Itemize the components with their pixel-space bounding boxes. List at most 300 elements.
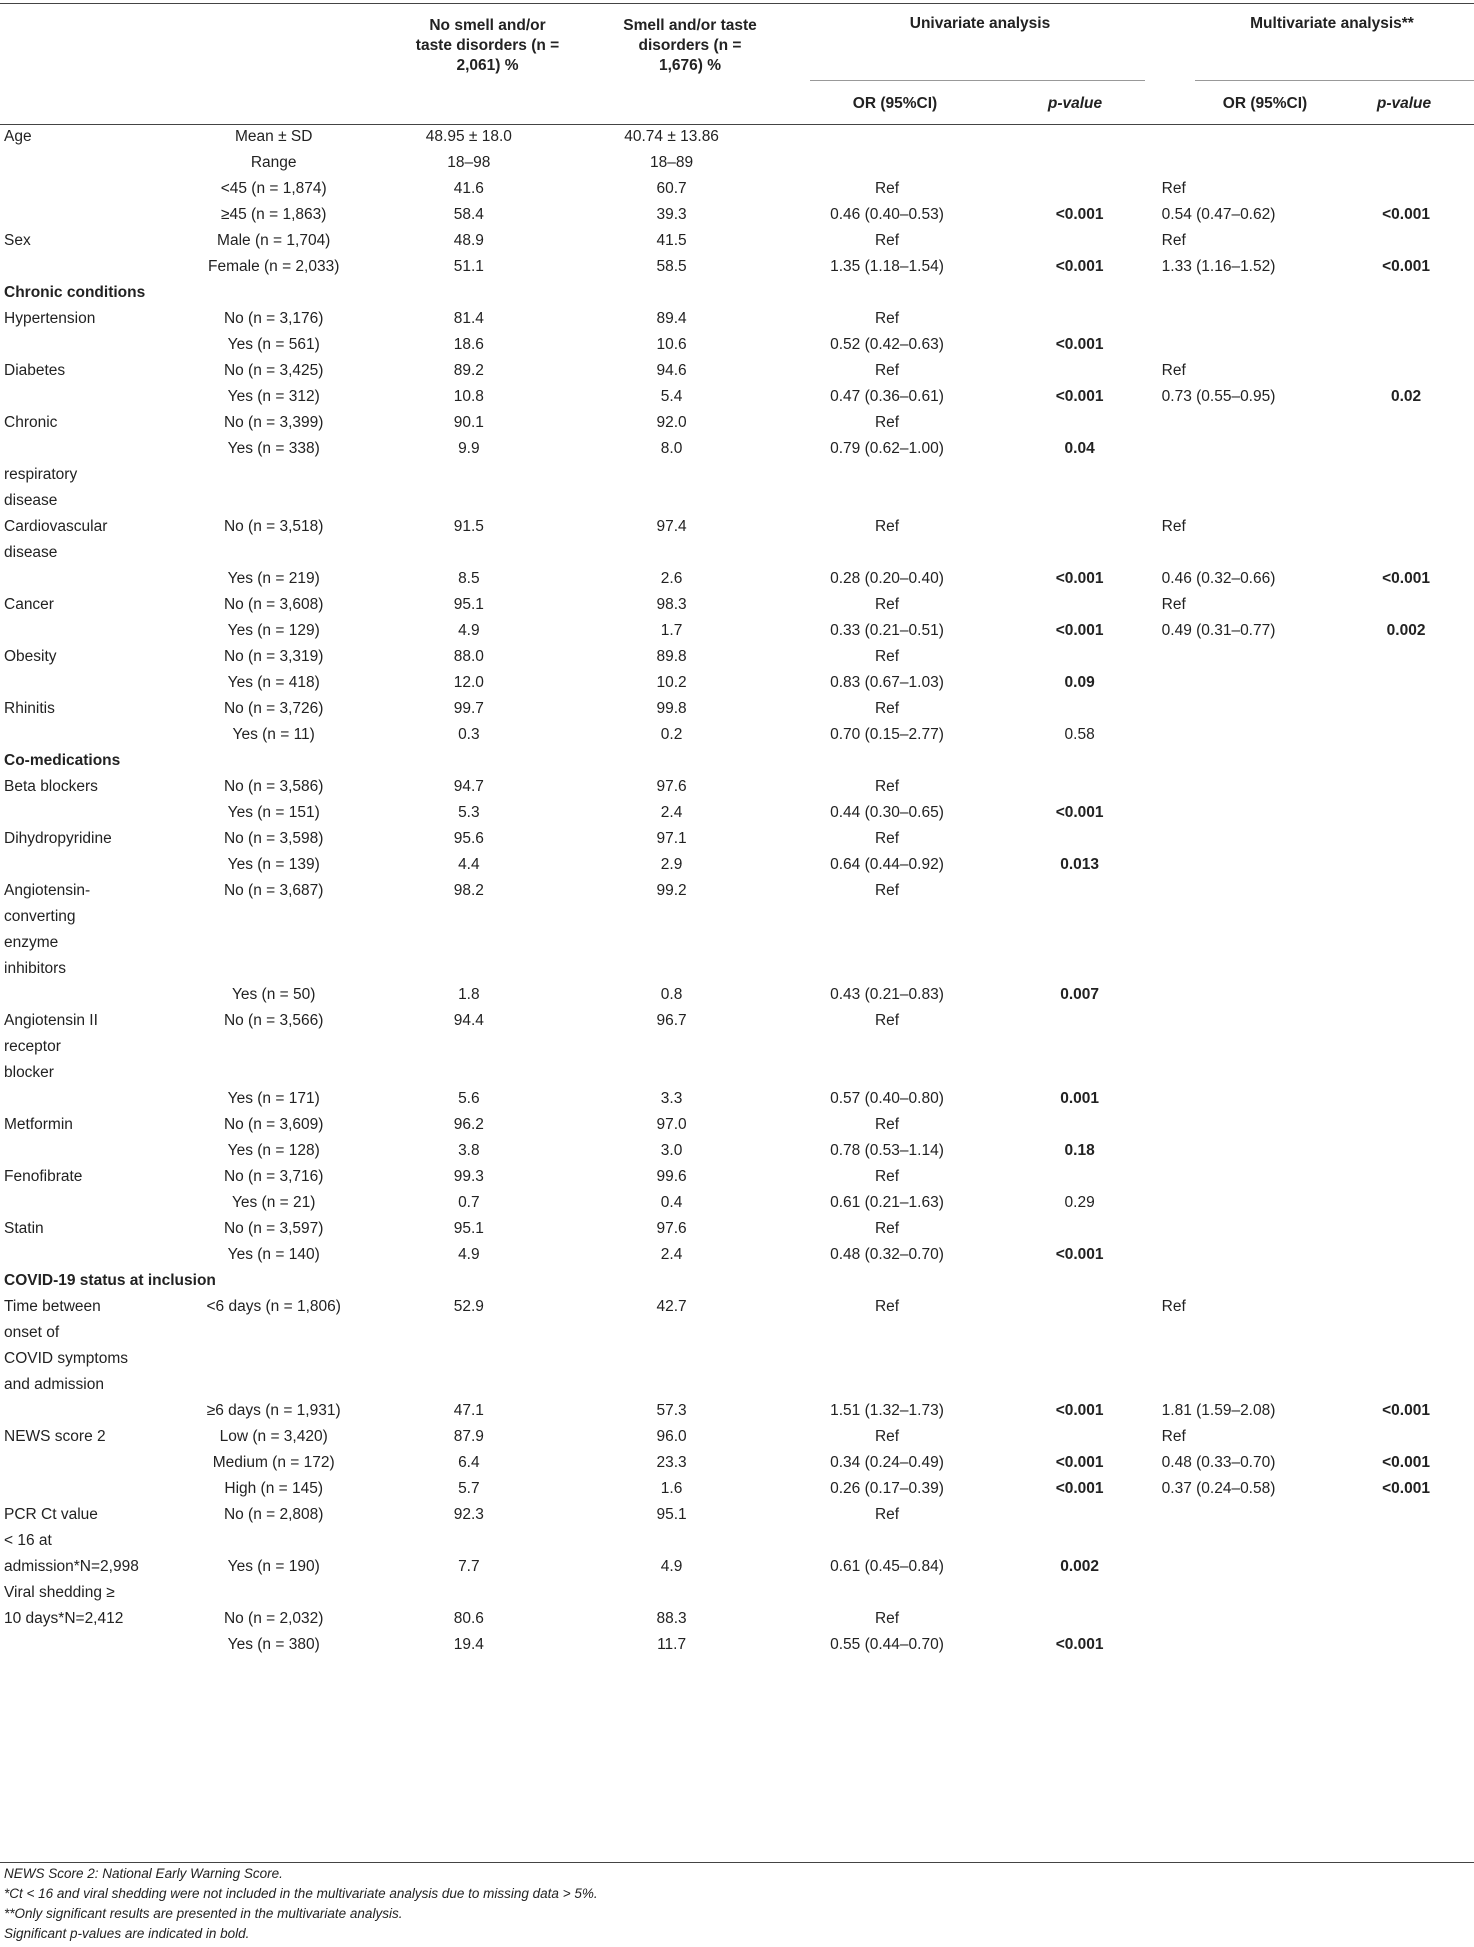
table-row	[0, 306, 1474, 332]
variable-cell: onset of	[4, 1324, 60, 1341]
univariate-p	[1004, 540, 1156, 566]
univariate-or: 0.57 (0.40–0.80)	[830, 1090, 944, 1107]
univariate-or: Ref	[874, 362, 900, 379]
table-row	[0, 852, 1474, 878]
disorder-value	[573, 488, 771, 514]
table-row	[0, 1320, 1474, 1346]
table-row	[0, 1502, 1474, 1528]
no-disorder-value	[365, 1346, 573, 1372]
univariate-or	[770, 150, 1003, 176]
table-row	[0, 800, 1474, 826]
univariate-p	[1004, 358, 1156, 384]
multivariate-p	[1338, 1294, 1474, 1320]
variable-cell: PCR Ct value	[4, 1506, 98, 1523]
table-row	[0, 150, 1474, 176]
univariate-or: 0.48 (0.32–0.70)	[830, 1246, 944, 1263]
multivariate-or	[1156, 488, 1338, 514]
variable-cell	[0, 1450, 182, 1476]
category-cell: No (n = 3,726)	[223, 700, 324, 717]
no-disorder-value: 94.7	[453, 778, 484, 795]
univariate-p	[1004, 514, 1156, 540]
univariate-or	[770, 124, 1003, 150]
category-cell: No (n = 3,566)	[223, 1012, 324, 1029]
multivariate-p	[1338, 488, 1474, 514]
variable-cell	[0, 852, 182, 878]
multivariate-or	[1156, 722, 1338, 748]
category-cell: Range	[250, 154, 297, 171]
univariate-or: Ref	[874, 882, 900, 899]
category-cell: Yes (n = 140)	[227, 1246, 320, 1263]
variable-cell: COVID symptoms	[4, 1350, 129, 1367]
multivariate-p	[1338, 592, 1474, 618]
variable-cell: receptor	[4, 1038, 61, 1055]
table-row	[0, 1476, 1474, 1502]
univariate-or: 0.34 (0.24–0.49)	[830, 1454, 944, 1471]
no-disorder-value: 88.0	[453, 648, 484, 665]
disorder-value: 8.0	[660, 440, 683, 457]
table-row	[0, 1190, 1474, 1216]
category-cell	[182, 904, 364, 930]
univariate-p: 0.04	[1064, 440, 1095, 457]
section-heading: Chronic conditions	[4, 284, 146, 301]
disorder-value: 10.6	[656, 336, 687, 353]
multivariate-p	[1338, 1138, 1474, 1164]
category-cell: Yes (n = 21)	[231, 1194, 316, 1211]
table-row	[0, 1164, 1474, 1190]
no-disorder-value: 10.8	[453, 388, 484, 405]
header-no-disorders: No smell and/or taste disorders (n = 2,061) %	[415, 17, 560, 74]
category-cell: High (n = 145)	[224, 1480, 324, 1497]
univariate-p	[1004, 644, 1156, 670]
table-row	[0, 826, 1474, 852]
category-cell: <45 (n = 1,874)	[220, 180, 327, 197]
variable-cell: Rhinitis	[4, 700, 55, 717]
table-row	[0, 124, 1474, 150]
univariate-p	[1004, 774, 1156, 800]
multivariate-p	[1338, 150, 1474, 176]
table-row	[0, 878, 1474, 904]
univariate-or: Ref	[874, 778, 900, 795]
category-cell	[182, 488, 364, 514]
no-disorder-value: 7.7	[458, 1558, 480, 1575]
disorder-value	[573, 462, 771, 488]
table-row	[0, 904, 1474, 930]
univariate-or: Ref	[874, 700, 900, 717]
variable-cell	[0, 150, 182, 176]
category-cell: Yes (n = 151)	[227, 804, 320, 821]
multivariate-p	[1338, 1112, 1474, 1138]
disorder-value: 2.9	[660, 856, 683, 873]
univariate-or: Ref	[874, 232, 900, 249]
univariate-p: <0.001	[1055, 1480, 1104, 1497]
univariate-or: Ref	[874, 180, 900, 197]
multivariate-or: 0.48 (0.33–0.70)	[1161, 1454, 1276, 1471]
disorder-value	[573, 930, 771, 956]
variable-cell: Age	[4, 128, 32, 145]
variable-cell: converting	[4, 908, 76, 925]
disorder-value	[573, 1346, 771, 1372]
header-p-multi: p-value	[1376, 95, 1432, 112]
multivariate-or	[1156, 1190, 1338, 1216]
univariate-p	[1004, 1424, 1156, 1450]
variable-cell	[0, 176, 182, 202]
disorder-value: 94.6	[656, 362, 687, 379]
no-disorder-value: 58.4	[453, 206, 484, 223]
disorder-value: 96.7	[656, 1012, 687, 1029]
univariate-or: 0.26 (0.17–0.39)	[830, 1480, 944, 1497]
disorder-value	[573, 1372, 771, 1398]
univariate-or: Ref	[874, 310, 900, 327]
category-cell	[182, 1060, 364, 1086]
category-cell: No (n = 3,176)	[223, 310, 324, 327]
no-disorder-value: 92.3	[453, 1506, 484, 1523]
table-row	[0, 1606, 1474, 1632]
table-row	[0, 566, 1474, 592]
multivariate-or: 0.46 (0.32–0.66)	[1161, 570, 1276, 587]
variable-cell	[0, 1190, 182, 1216]
multivariate-or	[1156, 1320, 1338, 1346]
no-disorder-value: 4.9	[458, 1246, 480, 1263]
univariate-p	[1004, 1320, 1156, 1346]
category-cell	[182, 1346, 364, 1372]
category-cell: Yes (n = 11)	[232, 726, 315, 743]
no-disorder-value: 87.9	[453, 1428, 484, 1445]
no-disorder-value: 5.3	[458, 804, 480, 821]
univariate-p: <0.001	[1055, 388, 1104, 405]
univariate-or: 0.55 (0.44–0.70)	[830, 1636, 944, 1653]
multivariate-p	[1338, 1008, 1474, 1034]
disorder-value: 60.7	[656, 180, 687, 197]
section-row	[0, 748, 1474, 774]
multivariate-or	[1156, 1346, 1338, 1372]
no-disorder-value	[365, 1320, 573, 1346]
multivariate-or	[1156, 982, 1338, 1008]
variable-cell: Cardiovascular	[4, 518, 108, 535]
multivariate-p: <0.001	[1382, 1402, 1430, 1419]
table-row	[0, 982, 1474, 1008]
disorder-value	[573, 956, 771, 982]
univariate-p	[1004, 1112, 1156, 1138]
univariate-p	[1004, 1164, 1156, 1190]
multivariate-or	[1156, 878, 1338, 904]
variable-cell: disease	[4, 492, 58, 509]
univariate-or	[770, 1580, 1003, 1606]
no-disorder-value: 3.8	[458, 1142, 480, 1159]
multivariate-or	[1156, 1034, 1338, 1060]
category-cell	[182, 1372, 364, 1398]
multivariate-or: Ref	[1161, 1298, 1186, 1315]
no-disorder-value	[365, 930, 573, 956]
category-cell: Yes (n = 312)	[227, 388, 320, 405]
univariate-or: 0.43 (0.21–0.83)	[830, 986, 944, 1003]
univariate-p	[1004, 696, 1156, 722]
multivariate-p	[1338, 540, 1474, 566]
variable-cell	[0, 670, 182, 696]
table-row	[0, 592, 1474, 618]
category-cell: <6 days (n = 1,806)	[206, 1298, 341, 1315]
univariate-or: 0.78 (0.53–1.14)	[830, 1142, 944, 1159]
disorder-value: 0.2	[660, 726, 683, 743]
univariate-p	[1004, 1216, 1156, 1242]
table-row	[0, 1242, 1474, 1268]
no-disorder-value: 91.5	[453, 518, 484, 535]
category-cell: Yes (n = 129)	[227, 622, 320, 639]
section-row	[0, 1268, 1474, 1294]
univariate-or	[770, 1346, 1003, 1372]
multivariate-or	[1156, 826, 1338, 852]
multivariate-or	[1156, 800, 1338, 826]
multivariate-p	[1338, 644, 1474, 670]
univariate-p	[1004, 150, 1156, 176]
univariate-or: Ref	[874, 1168, 900, 1185]
multivariate-or	[1156, 436, 1338, 462]
univariate-or	[770, 1528, 1003, 1554]
multivariate-p	[1338, 1554, 1474, 1580]
multivariate-p	[1338, 124, 1474, 150]
table-row	[0, 384, 1474, 410]
disorder-value: 95.1	[656, 1506, 687, 1523]
disorder-value: 99.8	[656, 700, 687, 717]
multivariate-p	[1338, 826, 1474, 852]
univariate-p	[1004, 592, 1156, 618]
variable-cell: Angiotensin-	[4, 882, 91, 899]
disorder-value	[573, 1528, 771, 1554]
top-rule	[0, 3, 1474, 4]
no-disorder-value: 51.1	[453, 258, 484, 275]
multivariate-or	[1156, 1060, 1338, 1086]
multivariate-or: 0.37 (0.24–0.58)	[1161, 1480, 1276, 1497]
multivariate-or	[1156, 1242, 1338, 1268]
disorder-value: 42.7	[656, 1298, 687, 1315]
univariate-or: 0.64 (0.44–0.92)	[830, 856, 944, 873]
multivariate-p	[1338, 410, 1474, 436]
no-disorder-value	[365, 1034, 573, 1060]
table-row	[0, 1294, 1474, 1320]
multivariate-p	[1338, 1606, 1474, 1632]
multivariate-p	[1338, 358, 1474, 384]
disorder-value: 89.8	[656, 648, 687, 665]
disorder-value	[573, 1320, 771, 1346]
variable-cell: Viral shedding ≥	[4, 1584, 115, 1601]
no-disorder-value	[365, 540, 573, 566]
multivariate-or	[1156, 150, 1338, 176]
disorder-value: 0.4	[660, 1194, 683, 1211]
table-row	[0, 410, 1474, 436]
variable-cell: Cancer	[4, 596, 54, 613]
category-cell: Yes (n = 139)	[227, 856, 320, 873]
table-row	[0, 1554, 1474, 1580]
category-cell	[182, 462, 364, 488]
table-row	[0, 358, 1474, 384]
category-cell: No (n = 3,586)	[223, 778, 324, 795]
table-row	[0, 930, 1474, 956]
section-heading: Co-medications	[4, 752, 121, 769]
category-cell: No (n = 3,598)	[223, 830, 324, 847]
multivariate-p: 0.002	[1386, 622, 1426, 639]
univariate-p	[1004, 1580, 1156, 1606]
no-disorder-value: 48.95 ± 18.0	[425, 128, 512, 145]
table-row	[0, 1580, 1474, 1606]
multivariate-p	[1338, 332, 1474, 358]
multivariate-p	[1338, 462, 1474, 488]
category-cell: No (n = 3,319)	[223, 648, 324, 665]
multivariate-or	[1156, 1554, 1338, 1580]
multivariate-or	[1156, 930, 1338, 956]
category-cell: No (n = 3,597)	[223, 1220, 324, 1237]
multivariate-or	[1156, 410, 1338, 436]
multivariate-p	[1338, 1060, 1474, 1086]
univariate-rule	[810, 80, 1145, 81]
category-cell: No (n = 3,425)	[223, 362, 324, 379]
section-row	[0, 280, 1474, 306]
multivariate-or	[1156, 1372, 1338, 1398]
no-disorder-value: 89.2	[453, 362, 484, 379]
disorder-value: 1.6	[660, 1480, 683, 1497]
multivariate-p	[1338, 1424, 1474, 1450]
univariate-p	[1004, 904, 1156, 930]
univariate-or	[770, 1320, 1003, 1346]
disorder-value	[573, 1060, 771, 1086]
bottom-rule	[0, 1862, 1474, 1863]
variable-cell: Sex	[4, 232, 31, 249]
header-or-multi: OR (95%CI)	[1222, 95, 1308, 112]
multivariate-p	[1338, 1632, 1474, 1658]
variable-cell: and admission	[4, 1376, 104, 1393]
multivariate-p	[1338, 956, 1474, 982]
category-cell: Female (n = 2,033)	[208, 258, 340, 275]
univariate-p: <0.001	[1055, 1246, 1104, 1263]
disorder-value: 3.3	[660, 1090, 683, 1107]
univariate-p: <0.001	[1055, 206, 1104, 223]
table-row	[0, 774, 1474, 800]
category-cell	[182, 1320, 364, 1346]
univariate-p: <0.001	[1055, 336, 1104, 353]
variable-cell: disease	[4, 544, 58, 561]
no-disorder-value	[365, 1528, 573, 1554]
multivariate-or	[1156, 774, 1338, 800]
univariate-p	[1004, 1372, 1156, 1398]
header-multivariate: Multivariate analysis**	[1250, 15, 1414, 32]
multivariate-p	[1338, 1346, 1474, 1372]
no-disorder-value	[365, 956, 573, 982]
footnote-bold: Significant p-values are indicated in bold.	[4, 1926, 250, 1941]
variable-cell: Hypertension	[4, 310, 96, 327]
disorder-value: 39.3	[656, 206, 687, 223]
disorder-value	[573, 1034, 771, 1060]
multivariate-p	[1338, 1034, 1474, 1060]
category-cell: Yes (n = 190)	[227, 1558, 320, 1575]
univariate-p	[1004, 1034, 1156, 1060]
multivariate-p: <0.001	[1382, 206, 1430, 223]
no-disorder-value: 94.4	[453, 1012, 484, 1029]
no-disorder-value: 41.6	[453, 180, 484, 197]
disorder-value: 10.2	[656, 674, 687, 691]
table-row	[0, 670, 1474, 696]
no-disorder-value: 18–98	[447, 154, 491, 171]
category-cell	[182, 1580, 364, 1606]
disorder-value: 4.9	[660, 1558, 683, 1575]
variable-cell	[0, 800, 182, 826]
category-cell: No (n = 2,032)	[223, 1610, 324, 1627]
univariate-p: 0.007	[1060, 986, 1099, 1003]
variable-cell	[0, 1242, 182, 1268]
multivariate-or	[1156, 644, 1338, 670]
variable-cell: Diabetes	[4, 362, 66, 379]
univariate-p	[1004, 1294, 1156, 1320]
category-cell: No (n = 3,608)	[223, 596, 324, 613]
disorder-value: 99.6	[656, 1168, 687, 1185]
category-cell: Yes (n = 380)	[227, 1636, 320, 1653]
variable-cell	[0, 1398, 182, 1424]
multivariate-or	[1156, 1216, 1338, 1242]
multivariate-or	[1156, 540, 1338, 566]
category-cell: No (n = 3,518)	[223, 518, 324, 535]
table-row	[0, 228, 1474, 254]
table-row	[0, 1086, 1474, 1112]
multivariate-p: 0.02	[1390, 388, 1422, 405]
univariate-p: 0.58	[1064, 726, 1095, 743]
univariate-p: <0.001	[1055, 622, 1104, 639]
multivariate-p	[1338, 1580, 1474, 1606]
multivariate-or	[1156, 696, 1338, 722]
univariate-p	[1004, 306, 1156, 332]
multivariate-or	[1156, 124, 1338, 150]
univariate-or: Ref	[874, 1012, 900, 1029]
table-row	[0, 1632, 1474, 1658]
multivariate-or	[1156, 852, 1338, 878]
univariate-or	[770, 488, 1003, 514]
variable-cell	[0, 566, 182, 592]
multivariate-p	[1338, 228, 1474, 254]
variable-cell: blocker	[4, 1064, 54, 1081]
table-row	[0, 254, 1474, 280]
table-row	[0, 488, 1474, 514]
multivariate-p	[1338, 1320, 1474, 1346]
univariate-or: Ref	[874, 1116, 900, 1133]
category-cell: Yes (n = 128)	[227, 1142, 320, 1159]
variable-cell: Dihydropyridine	[4, 830, 112, 847]
no-disorder-value: 80.6	[453, 1610, 484, 1627]
variable-cell	[0, 332, 182, 358]
univariate-or: 1.35 (1.18–1.54)	[830, 258, 944, 275]
multivariate-or: 1.81 (1.59–2.08)	[1161, 1402, 1276, 1419]
multivariate-or	[1156, 1528, 1338, 1554]
variable-cell	[0, 722, 182, 748]
univariate-p	[1004, 956, 1156, 982]
multivariate-p	[1338, 774, 1474, 800]
table-row	[0, 1528, 1474, 1554]
disorder-value: 57.3	[656, 1402, 687, 1419]
multivariate-p: <0.001	[1382, 570, 1430, 587]
univariate-p: 0.09	[1064, 674, 1095, 691]
multivariate-or: Ref	[1161, 596, 1186, 613]
category-cell: Yes (n = 418)	[227, 674, 320, 691]
header-or-uni: OR (95%CI)	[852, 95, 938, 112]
univariate-or: 0.61 (0.45–0.84)	[830, 1558, 944, 1575]
disorder-value: 2.4	[660, 1246, 683, 1263]
no-disorder-value	[365, 1372, 573, 1398]
multivariate-or	[1156, 1632, 1338, 1658]
category-cell: Yes (n = 338)	[227, 440, 320, 457]
table-row	[0, 540, 1474, 566]
disorder-value: 41.5	[656, 232, 687, 249]
univariate-p	[1004, 1060, 1156, 1086]
univariate-p: 0.18	[1064, 1142, 1095, 1159]
multivariate-p: <0.001	[1382, 1454, 1430, 1471]
disorder-value: 97.6	[656, 1220, 687, 1237]
variable-cell	[0, 202, 182, 228]
univariate-p	[1004, 124, 1156, 150]
